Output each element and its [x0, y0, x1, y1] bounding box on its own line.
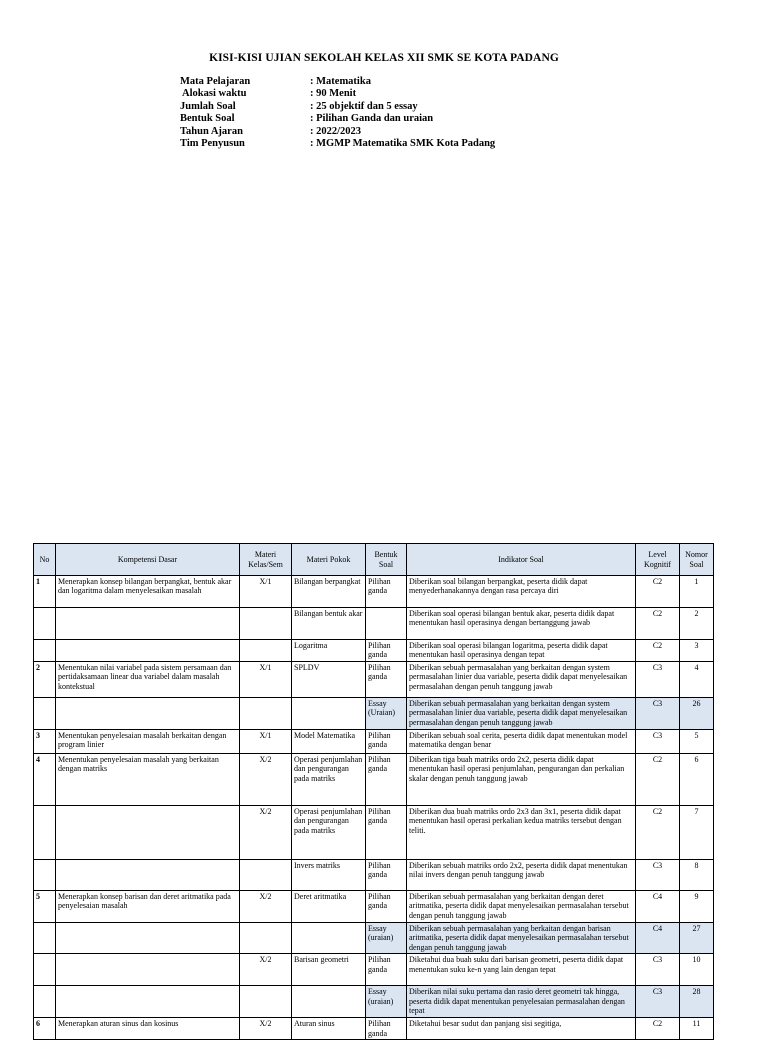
cell-indikator-soal: Diberikan sebuah permasalahan yang berkaitan dengan system permasalahan linier dua variable, peserta didik dapat menyelesaikan permasalahan dengan penuh tanggung jawab — [407, 662, 636, 698]
table-row — [34, 986, 714, 1018]
cell-indikator-soal: Diberikan soal bilangan berpangkat, peserta didik dapat menyederhanakannya dengan rasa percaya diri — [407, 576, 636, 608]
cell-level-kognitif: C3 — [636, 860, 680, 891]
table-row — [34, 1018, 714, 1040]
header-materi-pokok: Materi Pokok — [292, 544, 366, 576]
cell-nomor-soal: 27 — [680, 923, 714, 954]
cell-no — [34, 806, 56, 860]
table-row — [34, 891, 714, 923]
cell-materi-kelas: X/2 — [240, 754, 292, 806]
info-label: Tahun Ajaran — [180, 125, 243, 137]
cell-materi-kelas — [240, 608, 292, 640]
cell-kompetensi-dasar: Menerapkan aturan sinus dan kosinus — [56, 1018, 240, 1040]
cell-materi-pokok — [292, 923, 366, 954]
cell-materi-pokok: Model Matematika — [292, 730, 366, 754]
cell-materi-pokok: Deret aritmatika — [292, 891, 366, 923]
cell-nomor-soal: 2 — [680, 608, 714, 640]
table-row — [34, 698, 714, 730]
cell-bentuk-soal: Essay (Uraian) — [366, 698, 407, 730]
cell-level-kognitif: C4 — [636, 891, 680, 923]
table-row — [34, 640, 714, 662]
info-label: Mata Pelajaran — [180, 76, 251, 87]
cell-indikator-soal: Diberikan tiga buah matriks ordo 2x2, peserta didik dapat menentukan hasil operasi penjumlahan, pengurangan dan perkalian skalar dengan penuh tanggung jawab — [407, 754, 636, 806]
table-row — [34, 662, 714, 698]
cell-no — [34, 986, 56, 1018]
cell-kompetensi-dasar — [56, 923, 240, 954]
header-no: No — [34, 544, 56, 576]
info-value: : 25 objektif dan 5 essay — [310, 100, 418, 112]
cell-materi-pokok — [292, 986, 366, 1018]
cell-bentuk-soal: Pilihan ganda — [366, 1018, 407, 1040]
cell-level-kognitif: C3 — [636, 730, 680, 754]
cell-indikator-soal: Diberikan soal operasi bilangan logaritma, peserta didik dapat menentukan hasil operasinya dengan tepat — [407, 640, 636, 662]
cell-no — [34, 698, 56, 730]
cell-materi-kelas: X/1 — [240, 662, 292, 698]
table-row — [34, 923, 714, 954]
info-block — [180, 76, 495, 150]
table-row — [34, 754, 714, 806]
header-bentuk-soal: Bentuk Soal — [366, 544, 407, 576]
cell-bentuk-soal: Essay (uraian) — [366, 923, 407, 954]
header-nomor-soal: Nomor Soal — [680, 544, 714, 576]
cell-materi-pokok: Aturan sinus — [292, 1018, 366, 1040]
cell-level-kognitif: C2 — [636, 576, 680, 608]
cell-no — [34, 860, 56, 891]
cell-materi-kelas — [240, 860, 292, 891]
cell-nomor-soal: 26 — [680, 698, 714, 730]
header-level-kognitif: Level Kognitif — [636, 544, 680, 576]
cell-bentuk-soal: Pilihan ganda — [366, 576, 407, 608]
cell-materi-kelas — [240, 923, 292, 954]
info-value: : Matematika — [310, 76, 371, 87]
info-row — [180, 113, 495, 125]
cell-indikator-soal: Diberikan sebuah matriks ordo 2x2, peserta didik dapat menentukan nilai invers dengan penuh tanggung jawab — [407, 860, 636, 891]
cell-kompetensi-dasar: Menentukan penyelesaian masalah yang berkaitan dengan matriks — [56, 754, 240, 806]
info-value: : 2022/2023 — [310, 125, 362, 137]
cell-materi-kelas: X/2 — [240, 954, 292, 986]
cell-materi-kelas: X/2 — [240, 1018, 292, 1040]
cell-level-kognitif: C2 — [636, 608, 680, 640]
cell-bentuk-soal: Pilihan ganda — [366, 891, 407, 923]
cell-materi-kelas — [240, 640, 292, 662]
cell-materi-pokok: Invers matriks — [292, 860, 366, 891]
info-row — [180, 88, 495, 100]
cell-materi-pokok — [292, 698, 366, 730]
cell-indikator-soal: Diberikan soal operasi bilangan bentuk akar, peserta didik dapat menentukan hasil operasinya dengan bertanggung jawab — [407, 608, 636, 640]
table-row — [34, 806, 714, 860]
cell-materi-kelas — [240, 986, 292, 1018]
kisi-table — [33, 543, 714, 1040]
cell-nomor-soal: 11 — [680, 1018, 714, 1040]
info-row — [180, 138, 495, 150]
cell-materi-pokok: Operasi penjumlahan dan pengurangan pada matriks — [292, 806, 366, 860]
cell-kompetensi-dasar: Menentukan nilai variabel pada sistem persamaan dan pertidaksamaan linear dua variabel dalam masalah kontekstual — [56, 662, 240, 698]
cell-nomor-soal: 28 — [680, 986, 714, 1018]
info-label: Bentuk Soal — [180, 113, 235, 125]
cell-indikator-soal: Diberikan sebuah soal cerita, peserta didik dapat menentukan model matematika dengan benar — [407, 730, 636, 754]
cell-indikator-soal: Diberikan sebuah permasalahan yang berkaitan dengan deret aritmatika, peserta didik dapat menyelesaikan permasalahan tersebut dengan penuh tanggung jawab — [407, 891, 636, 923]
cell-indikator-soal: Diketahui besar sudut dan panjang sisi segitiga, — [407, 1018, 636, 1040]
cell-no — [34, 923, 56, 954]
cell-nomor-soal: 9 — [680, 891, 714, 923]
cell-kompetensi-dasar — [56, 806, 240, 860]
info-value: : 90 Menit — [310, 88, 357, 100]
cell-nomor-soal: 10 — [680, 954, 714, 986]
info-label: Jumlah Soal — [180, 100, 236, 112]
cell-bentuk-soal: Pilihan ganda — [366, 662, 407, 698]
cell-kompetensi-dasar — [56, 860, 240, 891]
table-row — [34, 860, 714, 891]
cell-nomor-soal: 3 — [680, 640, 714, 662]
cell-level-kognitif: C3 — [636, 698, 680, 730]
cell-no: 4 — [34, 754, 56, 806]
cell-materi-kelas — [240, 698, 292, 730]
cell-nomor-soal: 5 — [680, 730, 714, 754]
cell-level-kognitif: C2 — [636, 640, 680, 662]
table-row — [34, 576, 714, 608]
cell-no: 6 — [34, 1018, 56, 1040]
cell-kompetensi-dasar: Menentukan penyelesaian masalah berkaitan dengan program linier — [56, 730, 240, 754]
cell-bentuk-soal: Pilihan ganda — [366, 640, 407, 662]
cell-indikator-soal: Diberikan dua buah matriks ordo 2x3 dan 3x1, peserta didik dapat menentukan hasil operasi perkalian kedua matriks tersebut dengan teliti. — [407, 806, 636, 860]
cell-materi-pokok: Logaritma — [292, 640, 366, 662]
cell-nomor-soal: 4 — [680, 662, 714, 698]
cell-nomor-soal: 1 — [680, 576, 714, 608]
cell-level-kognitif: C3 — [636, 986, 680, 1018]
cell-level-kognitif: C2 — [636, 1018, 680, 1040]
info-label: Alokasi waktu — [180, 88, 247, 100]
cell-level-kognitif: C2 — [636, 754, 680, 806]
cell-nomor-soal: 7 — [680, 806, 714, 860]
cell-bentuk-soal: Pilihan ganda — [366, 806, 407, 860]
cell-no — [34, 608, 56, 640]
info-value: : MGMP Matematika SMK Kota Padang — [310, 138, 496, 150]
cell-kompetensi-dasar: Menerapkan konsep barisan dan deret aritmatika pada penyelesaian masalah — [56, 891, 240, 923]
header-materi-kelas: Materi Kelas/Sem — [240, 544, 292, 576]
cell-indikator-soal: Diberikan nilai suku pertama dan rasio deret geometri tak hingga, peserta didik dapat menentukan penyelesaian permasalahan dengan tepat — [407, 986, 636, 1018]
cell-kompetensi-dasar: Menerapkan konsep bilangan berpangkat, bentuk akar dan logaritma dalam menyelesaikan masalah — [56, 576, 240, 608]
cell-indikator-soal: Diberikan sebuah permasalahan yang berkaitan dengan barisan aritmatika, peserta didik dapat menyelesaikan permasalahan tersebut dengan penuh tanggung jawab — [407, 923, 636, 954]
cell-materi-pokok: Bilangan bentuk akar — [292, 608, 366, 640]
cell-kompetensi-dasar — [56, 640, 240, 662]
cell-level-kognitif: C2 — [636, 806, 680, 860]
cell-materi-kelas: X/1 — [240, 730, 292, 754]
cell-indikator-soal: Diketahui dua buah suku dari barisan geometri, peserta didik dapat menentukan suku ke-n yang lain dengan tepat — [407, 954, 636, 986]
cell-materi-kelas: X/2 — [240, 891, 292, 923]
cell-no: 1 — [34, 576, 56, 608]
document-title: KISI-KISI UJIAN SEKOLAH KELAS XII SMK SE KOTA PADANG — [209, 52, 559, 64]
header-kompetensi-dasar: Kompetensi Dasar — [56, 544, 240, 576]
cell-materi-pokok: SPLDV — [292, 662, 366, 698]
cell-no: 2 — [34, 662, 56, 698]
info-label: Tim Penyusun — [180, 138, 245, 150]
info-value: : Pilihan Ganda dan uraian — [310, 113, 434, 125]
cell-level-kognitif: C3 — [636, 954, 680, 986]
info-row — [180, 76, 495, 88]
cell-indikator-soal: Diberikan sebuah permasalahan yang berkaitan dengan system permasalahan linier dua variable, peserta didik dapat menyelesaikan permasalahan dengan penuh tanggung jawab — [407, 698, 636, 730]
cell-bentuk-soal: Essay (uraian) — [366, 986, 407, 1018]
table-row — [34, 954, 714, 986]
cell-bentuk-soal: Pilihan ganda — [366, 754, 407, 806]
cell-materi-kelas: X/1 — [240, 576, 292, 608]
cell-kompetensi-dasar — [56, 986, 240, 1018]
cell-materi-pokok: Operasi penjumlahan dan pengurangan pada matriks — [292, 754, 366, 806]
table-row — [34, 730, 714, 754]
info-row — [180, 101, 495, 113]
table-row — [34, 608, 714, 640]
cell-level-kognitif: C4 — [636, 923, 680, 954]
cell-kompetensi-dasar — [56, 608, 240, 640]
cell-kompetensi-dasar — [56, 954, 240, 986]
cell-nomor-soal: 8 — [680, 860, 714, 891]
cell-no: 3 — [34, 730, 56, 754]
cell-no — [34, 640, 56, 662]
cell-bentuk-soal: Pilihan ganda — [366, 954, 407, 986]
info-row — [180, 126, 495, 138]
cell-no — [34, 954, 56, 986]
header-indikator-soal: Indikator Soal — [407, 544, 636, 576]
cell-materi-pokok: Bilangan berpangkat — [292, 576, 366, 608]
cell-no: 5 — [34, 891, 56, 923]
cell-bentuk-soal — [366, 608, 407, 640]
cell-nomor-soal: 6 — [680, 754, 714, 806]
cell-bentuk-soal: Pilihan ganda — [366, 860, 407, 891]
cell-materi-kelas: X/2 — [240, 806, 292, 860]
cell-bentuk-soal: Pilihan ganda — [366, 730, 407, 754]
cell-level-kognitif: C3 — [636, 662, 680, 698]
cell-materi-pokok: Barisan geometri — [292, 954, 366, 986]
table-header-row — [34, 544, 714, 576]
cell-kompetensi-dasar — [56, 698, 240, 730]
